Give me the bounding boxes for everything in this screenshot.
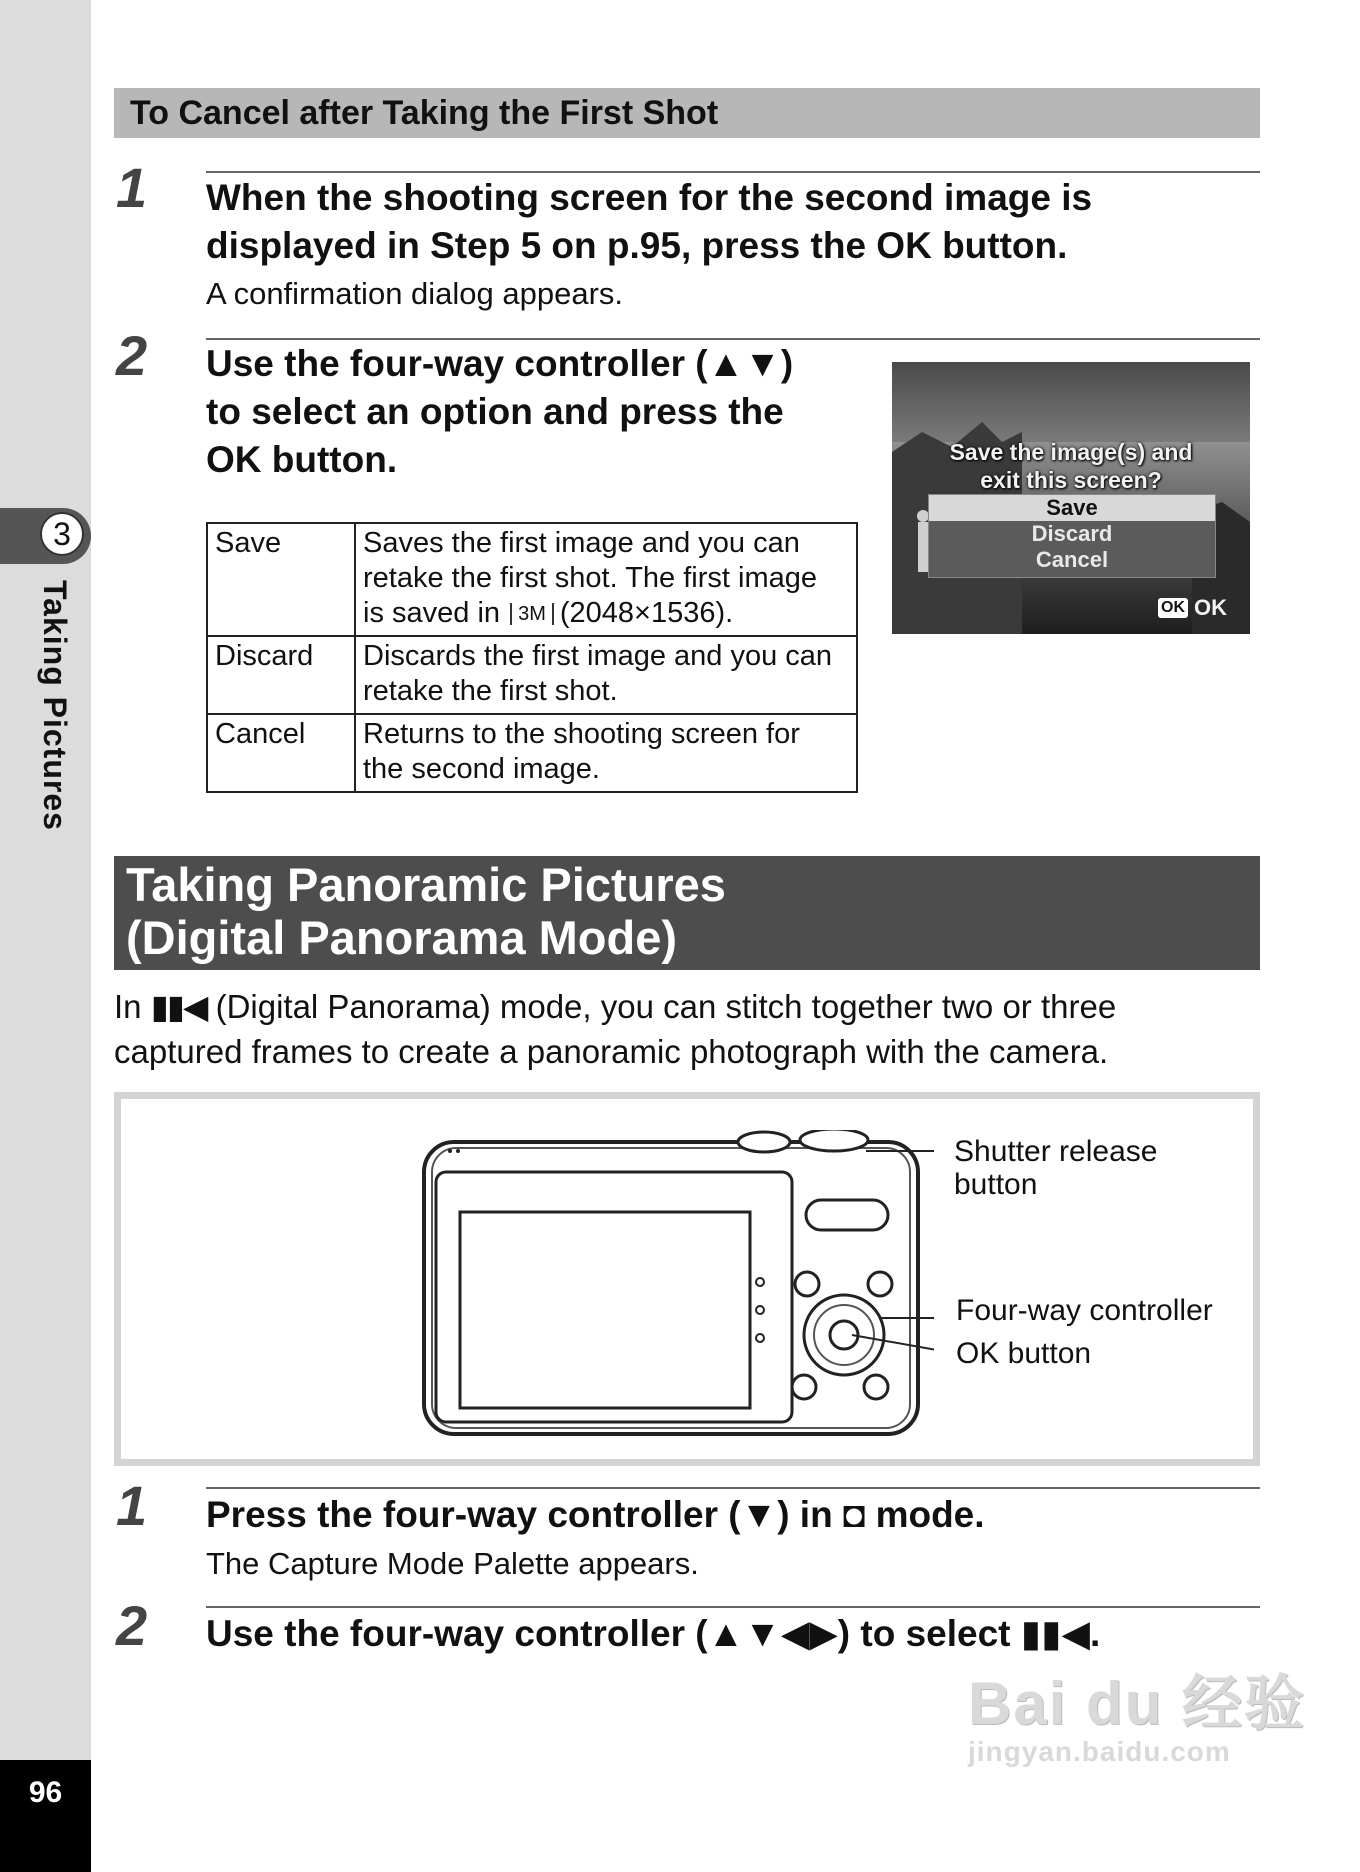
digital-panorama-icon: ▮▮◀: [150, 988, 207, 1025]
ok-button-callout: OK button: [956, 1337, 1092, 1370]
panorama-section-heading: [126, 858, 726, 964]
step-body: A confirmation dialog appears.: [206, 276, 624, 311]
shutter-release-callout: [954, 1135, 1157, 1201]
lcd-option-menu: [928, 494, 1216, 578]
step-divider: [206, 1487, 1260, 1489]
callout-line: Shutter release: [954, 1135, 1158, 1168]
ok-button-icon: OK: [1158, 598, 1188, 618]
lcd-menu-item-discard[interactable]: Discard: [1031, 521, 1113, 546]
option-name: Save: [207, 523, 355, 636]
lcd-question-line: exit this screen?: [980, 467, 1162, 493]
step-title-line: Use the four-way controller (▲▼): [206, 343, 794, 384]
lcd-menu-item-cancel[interactable]: Cancel: [1035, 547, 1109, 572]
description-line: Saves the first image and you can: [363, 527, 800, 559]
step-divider: [206, 171, 1260, 173]
lcd-ok-label: OK: [1194, 595, 1227, 620]
table-row: [207, 636, 857, 714]
lcd-confirm-question: [892, 438, 1250, 494]
paragraph-line: [114, 984, 1264, 1029]
option-name: Discard: [207, 636, 355, 714]
step-title-line: When the shooting screen for the second image is: [206, 177, 1093, 218]
camera-lcd-screenshot: [892, 362, 1250, 634]
watermark-url: jingyan.baidu.com: [968, 1736, 1231, 1767]
description-line: retake the first shot. The first image: [363, 562, 817, 594]
description-text: is saved in: [363, 597, 501, 629]
page-number: 96: [28, 1776, 63, 1809]
step-number: 1: [116, 156, 148, 219]
description-line: retake the first shot.: [363, 675, 618, 707]
option-description: [355, 636, 857, 714]
paragraph-line: captured frames to create a panoramic photograph with the camera.: [114, 1033, 1109, 1070]
chapter-title: Taking Pictures: [37, 580, 73, 831]
description-line: Discards the first image and you can: [363, 640, 833, 672]
four-way-controller-callout: Four-way controller: [956, 1294, 1213, 1327]
paragraph-text: (Digital Panorama) mode, you can stitch together two or three: [215, 988, 1117, 1025]
step-number: 2: [116, 1594, 148, 1657]
description-line: Returns to the shooting screen for: [363, 718, 800, 750]
step-title-line: displayed in Step 5 on p.95, press the OK button.: [206, 225, 1068, 266]
description-line: [363, 596, 849, 631]
camera-back-illustration: [414, 1130, 934, 1450]
step-number: 2: [116, 324, 148, 387]
baidu-watermark: [968, 1672, 1306, 1768]
panorama-intro-paragraph: [114, 984, 1264, 1074]
watermark-logo: Bai du 经验: [968, 1670, 1307, 1737]
options-table: [206, 522, 858, 793]
callout-line: button: [954, 1168, 1038, 1201]
description-text: (2048×1536).: [559, 597, 734, 629]
step-title-line: OK button.: [206, 439, 398, 480]
step-title-line: to select an option and press the: [206, 391, 784, 432]
option-description: [355, 714, 857, 792]
chapter-sidebar: [0, 0, 91, 1872]
step-title: [206, 340, 866, 484]
step-number: 1: [116, 1474, 148, 1537]
option-name: Cancel: [207, 714, 355, 792]
description-line: the second image.: [363, 753, 600, 785]
cancel-section-heading: To Cancel after Taking the First Shot: [130, 94, 719, 132]
option-description: [355, 523, 857, 636]
step-title: Press the four-way controller (▼) in ◘ mode.: [206, 1494, 985, 1535]
table-row: [207, 714, 857, 792]
step-divider: [206, 1606, 1260, 1608]
heading-line: (Digital Panorama Mode): [126, 911, 678, 964]
table-row: [207, 523, 857, 636]
lcd-question-line: Save the image(s) and: [949, 439, 1193, 465]
heading-line: Taking Panoramic Pictures: [126, 858, 726, 911]
paragraph-text: In: [114, 988, 142, 1025]
chapter-number: 3: [40, 512, 84, 556]
step-title: [206, 174, 1266, 270]
step-body: The Capture Mode Palette appears.: [206, 1546, 699, 1581]
step-title: Use the four-way controller (▲▼◀▶) to select ▮▮◀.: [206, 1613, 1101, 1654]
3m-resolution-icon: 3M: [510, 603, 554, 625]
lcd-menu-item-save[interactable]: Save: [929, 495, 1215, 521]
